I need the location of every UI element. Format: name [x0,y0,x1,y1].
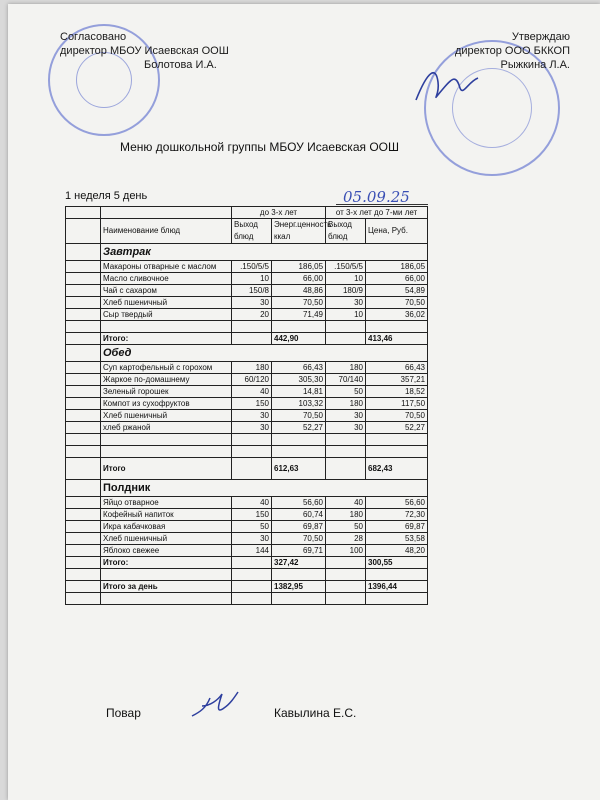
total-label: Итого: [101,333,232,345]
yield-old: 30 [326,297,366,309]
breakfast-total-row [66,333,428,345]
yield-young: 50 [232,521,272,533]
day-total-row [66,581,428,593]
table-row [66,521,428,533]
yield-young: 144 [232,545,272,557]
section-row-breakfast [66,244,428,261]
energy-young: 60,74 [272,509,326,521]
blank-row [66,569,428,581]
yield-young: .150/5/5 [232,261,272,273]
table-row [66,545,428,557]
yield-old: 180 [326,362,366,374]
table-row [66,386,428,398]
table-row [66,309,428,321]
dish-name: Сыр твердый [101,309,232,321]
dish-name: Компот из сухофруктов [101,398,232,410]
date-underline [336,204,428,205]
total-young: 612,63 [272,458,326,480]
energy-young: 70,50 [272,533,326,545]
dish-name: Суп картофельный с горохом [101,362,232,374]
price-old: 36,02 [366,309,428,321]
yield-young: 10 [232,273,272,285]
yield-old: 50 [326,521,366,533]
energy-young: 186,05 [272,261,326,273]
table-row [66,285,428,297]
energy-young: 66,00 [272,273,326,285]
yield-young: 30 [232,533,272,545]
yield-young: 150/8 [232,285,272,297]
energy-young: 69,71 [272,545,326,557]
price-old: 186,05 [366,261,428,273]
table-row [66,297,428,309]
yield-old: 180/9 [326,285,366,297]
cook-label: Повар [106,706,141,720]
yield-old: 28 [326,533,366,545]
col-name-header: Наименование блюд [101,219,232,244]
table-row [66,497,428,509]
table-row [66,398,428,410]
yield-young: 40 [232,386,272,398]
yield-young: 20 [232,309,272,321]
table-row [66,374,428,386]
energy-young: 56,60 [272,497,326,509]
yield-young: 150 [232,509,272,521]
col-yield-header: Выход блюд [232,219,272,244]
blank-row [66,593,428,605]
yield-young: 30 [232,410,272,422]
price-old: 48,20 [366,545,428,557]
total-old: 413,46 [366,333,428,345]
energy-young: 52,27 [272,422,326,434]
dish-name: Масло сливочное [101,273,232,285]
yield-old: 100 [326,545,366,557]
dish-name: Чай с сахаром [101,285,232,297]
energy-young: 70,50 [272,297,326,309]
energy-young: 70,50 [272,410,326,422]
blank-row [66,321,428,333]
yield-old: 30 [326,410,366,422]
age-group-row [66,207,428,219]
yield-young: 40 [232,497,272,509]
blank-row [66,434,428,446]
energy-young: 103,32 [272,398,326,410]
price-old: 70,50 [366,297,428,309]
price-old: 66,00 [366,273,428,285]
price-old: 52,27 [366,422,428,434]
energy-young: 66,43 [272,362,326,374]
yield-old: 180 [326,398,366,410]
dish-name: Икра кабачковая [101,521,232,533]
menu-document [8,4,600,800]
approved-position: директор ООО БККОП [454,45,570,57]
menu-table-body [66,207,428,605]
week-day-label: 1 неделя 5 день [65,190,148,202]
price-old: 72,30 [366,509,428,521]
total-label: Итого [101,458,232,480]
col-yield2-header: Выход блюд [326,219,366,244]
dish-name: Кофейный напиток [101,509,232,521]
yield-young: 180 [232,362,272,374]
total-old: 682,43 [366,458,428,480]
cook-signature [188,684,248,724]
price-old: 53,58 [366,533,428,545]
price-old: 18,52 [366,386,428,398]
agreed-heading: Согласовано [60,31,127,43]
section-title: Обед [101,345,428,362]
dish-name: Хлеб пшеничный [101,533,232,545]
dish-name: Яйцо отварное [101,497,232,509]
table-row [66,362,428,374]
table-row [66,422,428,434]
dish-name: Хлеб пшеничный [101,297,232,309]
dish-name: Яблоко свежее [101,545,232,557]
cook-name: Кавылина Е.С. [274,706,357,720]
col-price-header: Цена, Руб. [366,219,428,244]
price-old: 69,87 [366,521,428,533]
yield-young: 30 [232,422,272,434]
price-old: 117,50 [366,398,428,410]
section-row-lunch [66,345,428,362]
price-old: 54,89 [366,285,428,297]
day-total-label: Итого за день [101,581,232,593]
menu-table [65,206,428,605]
column-header-row [66,219,428,244]
table-row [66,533,428,545]
yield-old: .150/5/5 [326,261,366,273]
blank-row [66,446,428,458]
total-young: 442,90 [272,333,326,345]
dish-name: Хлеб пшеничный [101,410,232,422]
approved-heading: Утверждаю [511,31,570,43]
section-title: Завтрак [101,244,428,261]
dish-name: Зеленый горошек [101,386,232,398]
energy-young: 14,81 [272,386,326,398]
table-row [66,261,428,273]
yield-young: 150 [232,398,272,410]
handwritten-date: 05.09.25 [343,188,410,206]
approved-person: Рыжкина Л.А. [500,59,570,71]
section-title: Полдник [101,480,428,497]
total-old: 300,55 [366,557,428,569]
director-signature [408,60,488,110]
agreed-position: директор МБОУ Исаевская ООШ [60,45,229,57]
yield-old: 40 [326,497,366,509]
yield-old: 10 [326,273,366,285]
energy-young: 48,86 [272,285,326,297]
dish-name: хлеб ржаной [101,422,232,434]
section-row-snack [66,480,428,497]
price-old: 357,21 [366,374,428,386]
dish-name: Макароны отварные с маслом [101,261,232,273]
price-old: 56,60 [366,497,428,509]
agreed-person: Болотова И.А. [144,59,217,71]
yield-old: 50 [326,386,366,398]
snack-total-row [66,557,428,569]
energy-young: 305,30 [272,374,326,386]
energy-young: 71,49 [272,309,326,321]
price-old: 66,43 [366,362,428,374]
total-young: 327,42 [272,557,326,569]
group-young-header: до 3-х лет [232,207,326,219]
table-row [66,410,428,422]
total-label: Итого: [101,557,232,569]
agreed-block [60,30,229,72]
lunch-total-row [66,458,428,480]
menu-title: Меню дошкольной группы МБОУ Исаевская ООШ [120,140,399,154]
col-energy-header: Энерг.ценность ккал [272,219,326,244]
table-row [66,509,428,521]
yield-young: 60/120 [232,374,272,386]
day-total-young: 1382,95 [272,581,326,593]
group-old-header: от 3-х лет до 7-ми лет [326,207,428,219]
price-old: 70,50 [366,410,428,422]
day-total-old: 1396,44 [366,581,428,593]
energy-young: 69,87 [272,521,326,533]
yield-old: 70/140 [326,374,366,386]
yield-young: 30 [232,297,272,309]
dish-name: Жаркое по-домашнему [101,374,232,386]
yield-old: 30 [326,422,366,434]
table-row [66,273,428,285]
yield-old: 180 [326,509,366,521]
yield-old: 10 [326,309,366,321]
